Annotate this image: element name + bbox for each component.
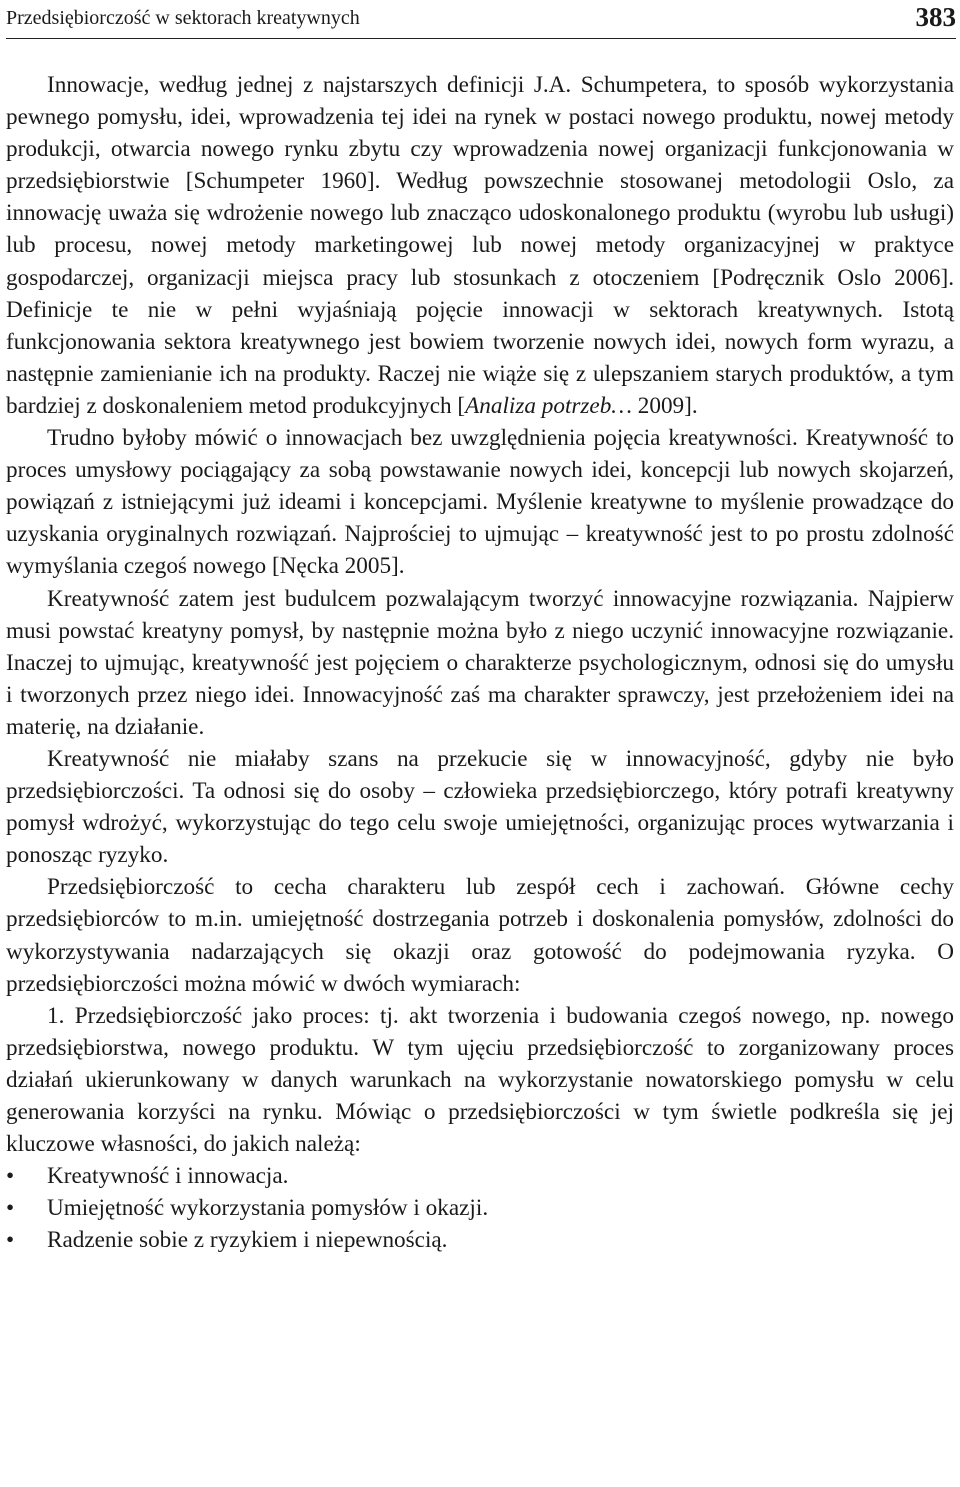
page-number: 383 — [915, 2, 956, 32]
citation-title: Analiza potrzeb… — [465, 392, 632, 419]
paragraph-creativity-innovation: Kreatywność zatem jest budulcem pozwalającym tworzyć innowacyjne rozwiązania. Najpierw musi powstać kreatyny pomysł, by następnie można było z niego uczynić innowacyjne rozwiązanie. Inaczej to ujmując, kreatywność jest pojęciem o charakterze psychologicznym, odnosi się do umysłu i tworzonych przez niego idei. Innowacyjność zaś ma charakter sprawczy, jest przełożeniem idei na materię, na działanie. — [6, 585, 954, 740]
paragraph-entrepreneurship: Kreatywność nie miałaby szans na przekucie się w innowacyjność, gdyby nie było przedsiębiorczości. Ta odnosi się do osoby – człowieka przedsiębiorczego, który potrafi kreatywny pomysł wdrożyć, wykorzystując do tego celu swoje umiejętności, organizując proces wytwarzania i ponosząc ryzyko. — [6, 745, 954, 869]
list-item-text: Radzenie sobie z ryzykiem i niepewnością. — [47, 1227, 448, 1254]
bullet-icon: • — [6, 1195, 15, 1222]
running-title: Przedsiębiorczość w sektorach kreatywnych — [6, 7, 360, 29]
list-item-text: Umiejętność wykorzystania pomysłów i okazji. — [47, 1195, 489, 1222]
list-item — [6, 1224, 954, 1256]
list-item — [6, 1160, 954, 1192]
paragraph-text: Innowacje, według jednej z najstarszych definicji J.A. Schumpetera, to sposób wykorzystania pewnego pomysłu, idei, wprowadzenia tej idei na rynek w postaci nowego produktu, nowej metody produkcji, otwarcia nowego rynku zbytu czy wprowadzenia nowej organizacji funkcjonowania w przedsiębiorstwie [Schumpeter 1960]. Według powszechnie stosowanej metodologii Oslo, za innowację uważa się wdrożenie nowego lub znacząco udoskonalonego produktu (wyrobu lub usługi) lub procesu, nowej metody marketingowej lub nowej metody organizacyjnej w praktyce gospodarczej, organizacji miejsca pracy lub stosunkach z otoczeniem [Podręcznik Oslo 2006]. Definicje te nie w pełni wyjaśniają pojęcie innowacji w sektorach kreatywnych. Istotą funkcjonowania sektora kreatywnego jest bowiem tworzenie nowych idei, nowych form wyrazu, a następnie zamienianie ich na produkty. Raczej nie wiąże się z ulepszaniem starych produktów, a tym bardziej z doskonaleniem metod produkcyjnych [ — [6, 72, 954, 419]
bullet-icon: • — [6, 1163, 15, 1190]
paragraph-entrepreneur-traits: Przedsiębiorczość to cecha charakteru lub zespół cech i zachowań. Główne cechy przedsiębiorców to m.in. umiejętność dostrzegania potrzeb i doskonalenia pomysłów, zdolności do wykorzystywania nadarzających się okazji oraz gotowość do podejmowania ryzyka. O przedsiębiorczości można mówić w dwóch wymiarach: — [6, 874, 954, 997]
numbered-item-1: 1. Przedsiębiorczość jako proces: tj. akt tworzenia i budowania czegoś nowego, np. nowego przedsiębiorstwa, nowego produktu. W tym ujęciu przedsiębiorczość to zorganizowany proces działań ukierunkowany w danych warunkach na wykorzystanie nowatorskiego pomysłu w celu generowania korzyści na rynku. Mówiąc o przedsiębiorczości w tym świetle podkreśla się jej kluczowe własności, do jakich należą: — [6, 1002, 954, 1158]
body-text — [6, 69, 954, 1256]
bullet-list — [6, 1160, 954, 1256]
paragraph-innovation-definitions — [6, 69, 954, 422]
bullet-icon: • — [6, 1227, 15, 1254]
paragraph-text: 2009]. — [631, 392, 698, 419]
list-item-text: Kreatywność i innowacja. — [47, 1163, 289, 1190]
paragraph-creativity: Trudno byłoby mówić o innowacjach bez uwzględnienia pojęcia kreatywności. Kreatywność to proces umysłowy pociągający za sobą powstawanie nowych idei, koncepcji lub nowych skojarzeń, powiązań z istniejącymi już ideami i koncepcjami. Myślenie kreatywne to myślenie prowadzące do uzyskania oryginalnych rozwiązań. Najprościej to ujmując – kreatywność jest to po prostu zdolność wymyślania czegoś nowego [Nęcka 2005]. — [6, 425, 954, 580]
running-header — [6, 0, 956, 39]
list-item — [6, 1192, 954, 1224]
